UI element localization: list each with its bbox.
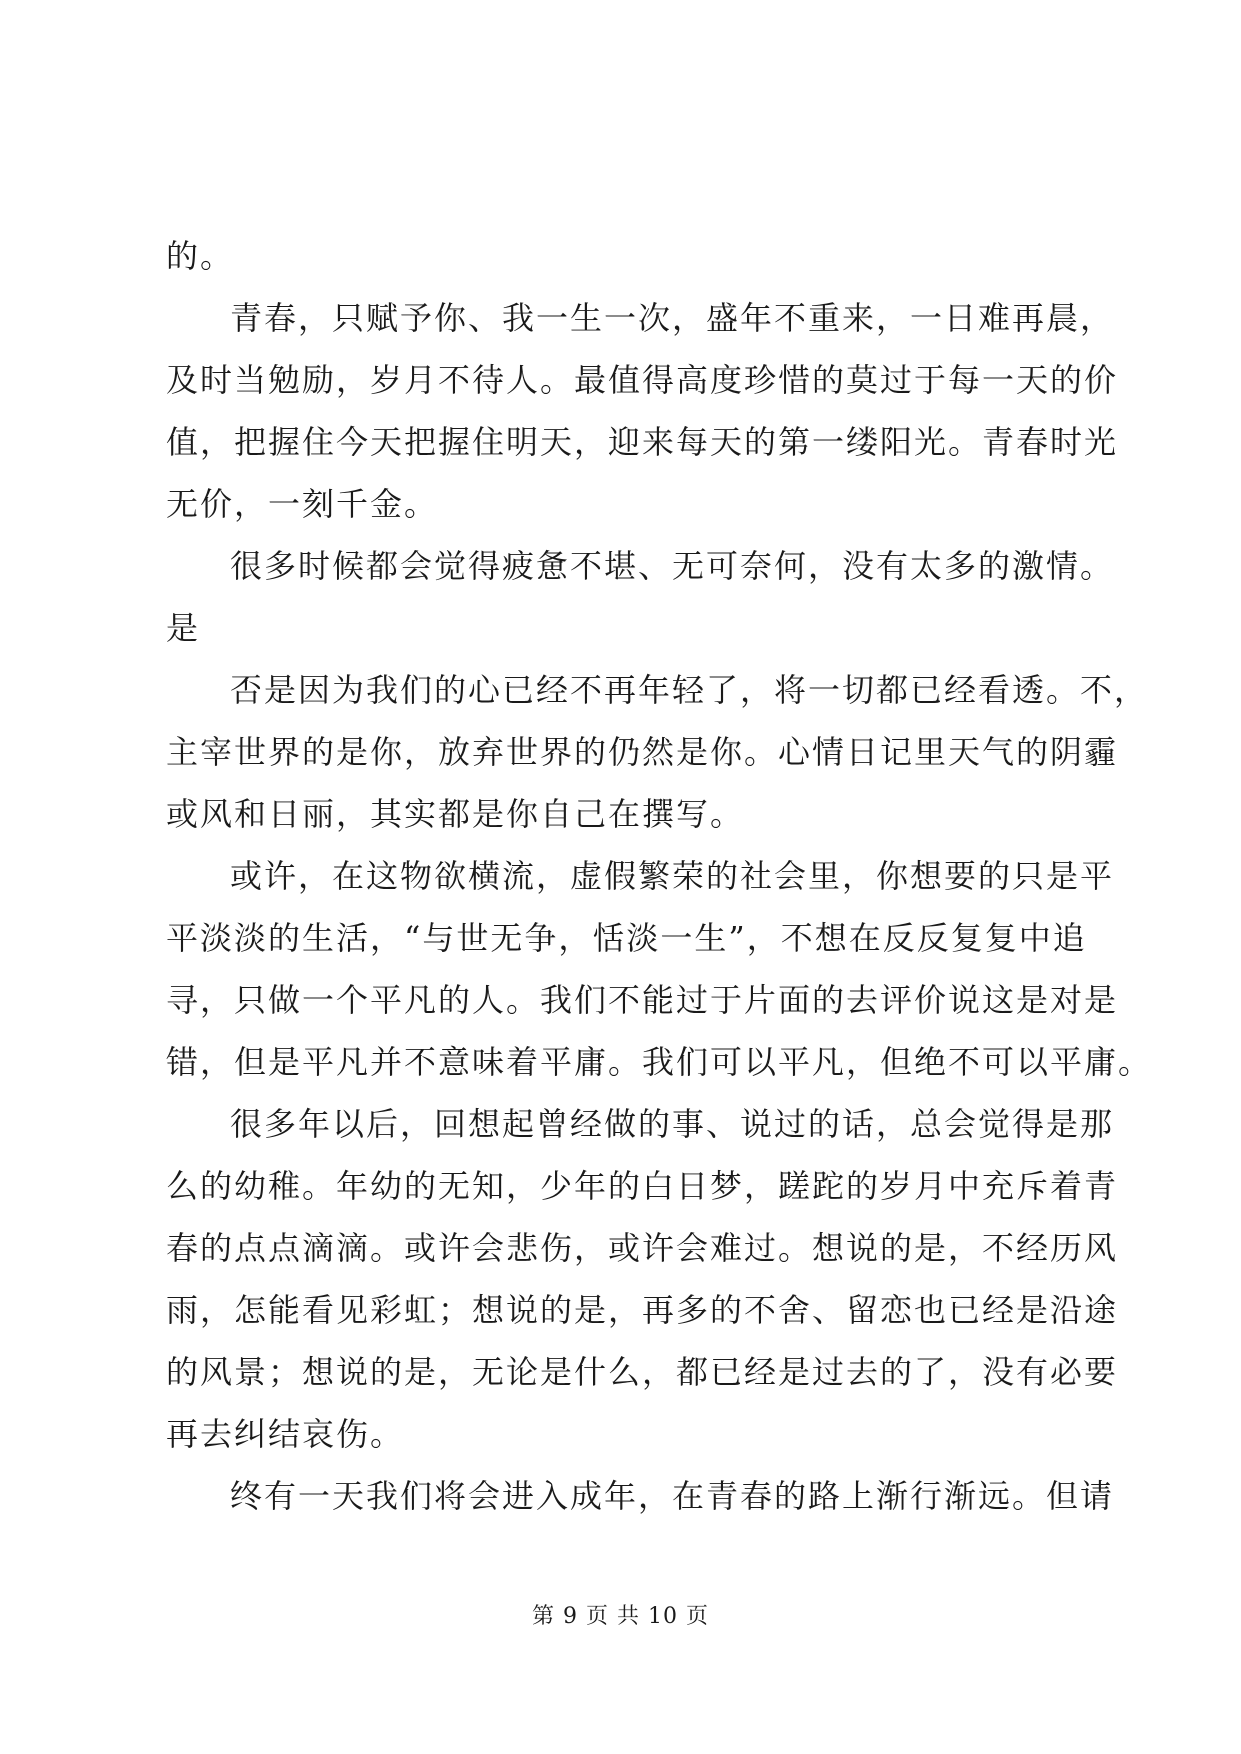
- text-line: 或风和日丽，其实都是你自己在撰写。: [166, 795, 745, 833]
- text-line: 再去纠结哀伤。: [166, 1415, 405, 1453]
- paragraph-first-line: 很多年以后，回想起曾经做的事、说过的话，总会觉得是那: [230, 1105, 1115, 1143]
- text-line: 及时当勉励，岁月不待人。最值得高度珍惜的莫过于每一天的价: [166, 361, 1119, 399]
- text-line: 无价，一刻千金。: [166, 485, 439, 523]
- text-line: 春的点点滴滴。或许会悲伤，或许会难过。想说的是，不经历风: [166, 1229, 1119, 1267]
- text-line: 平淡淡的生活，“与世无争，恬淡一生”，不想在反反复复中追: [166, 919, 1087, 957]
- paragraph-first-line: 或许，在这物欲横流，虚假繁荣的社会里，你想要的只是平: [230, 857, 1115, 895]
- text-line: 值，把握住今天把握住明天，迎来每天的第一缕阳光。青春时光: [166, 423, 1119, 461]
- page-number-footer: 第 9 页 共 10 页: [532, 1604, 709, 1629]
- paragraph-first-line: 青春，只赋予你、我一生一次，盛年不重来，一日难再晨，: [230, 299, 1115, 337]
- text-line: 错，但是平凡并不意味着平庸。我们可以平凡，但绝不可以平庸。: [166, 1043, 1153, 1081]
- text-line: 雨，怎能看见彩虹；想说的是，再多的不舍、留恋也已经是沿途: [166, 1291, 1119, 1329]
- paragraph-first-line: 终有一天我们将会进入成年，在青春的路上渐行渐远。但请: [230, 1477, 1115, 1515]
- text-line: 是: [166, 609, 201, 647]
- text-line: 的风景；想说的是，无论是什么，都已经是过去的了，没有必要: [166, 1353, 1119, 1391]
- paragraph-first-line: 很多时候都会觉得疲惫不堪、无可奈何，没有太多的激情。: [230, 547, 1115, 585]
- text-line: 主宰世界的是你，放弃世界的仍然是你。心情日记里天气的阴霾: [166, 733, 1119, 771]
- paragraph-first-line: 否是因为我们的心已经不再年轻了，将一切都已经看透。不，: [230, 671, 1149, 709]
- text-line: 的。: [166, 237, 235, 275]
- text-line: 么的幼稚。年幼的无知，少年的白日梦，蹉跎的岁月中充斥着青: [166, 1167, 1119, 1205]
- text-line: 寻，只做一个平凡的人。我们不能过于片面的去评价说这是对是: [166, 981, 1119, 1019]
